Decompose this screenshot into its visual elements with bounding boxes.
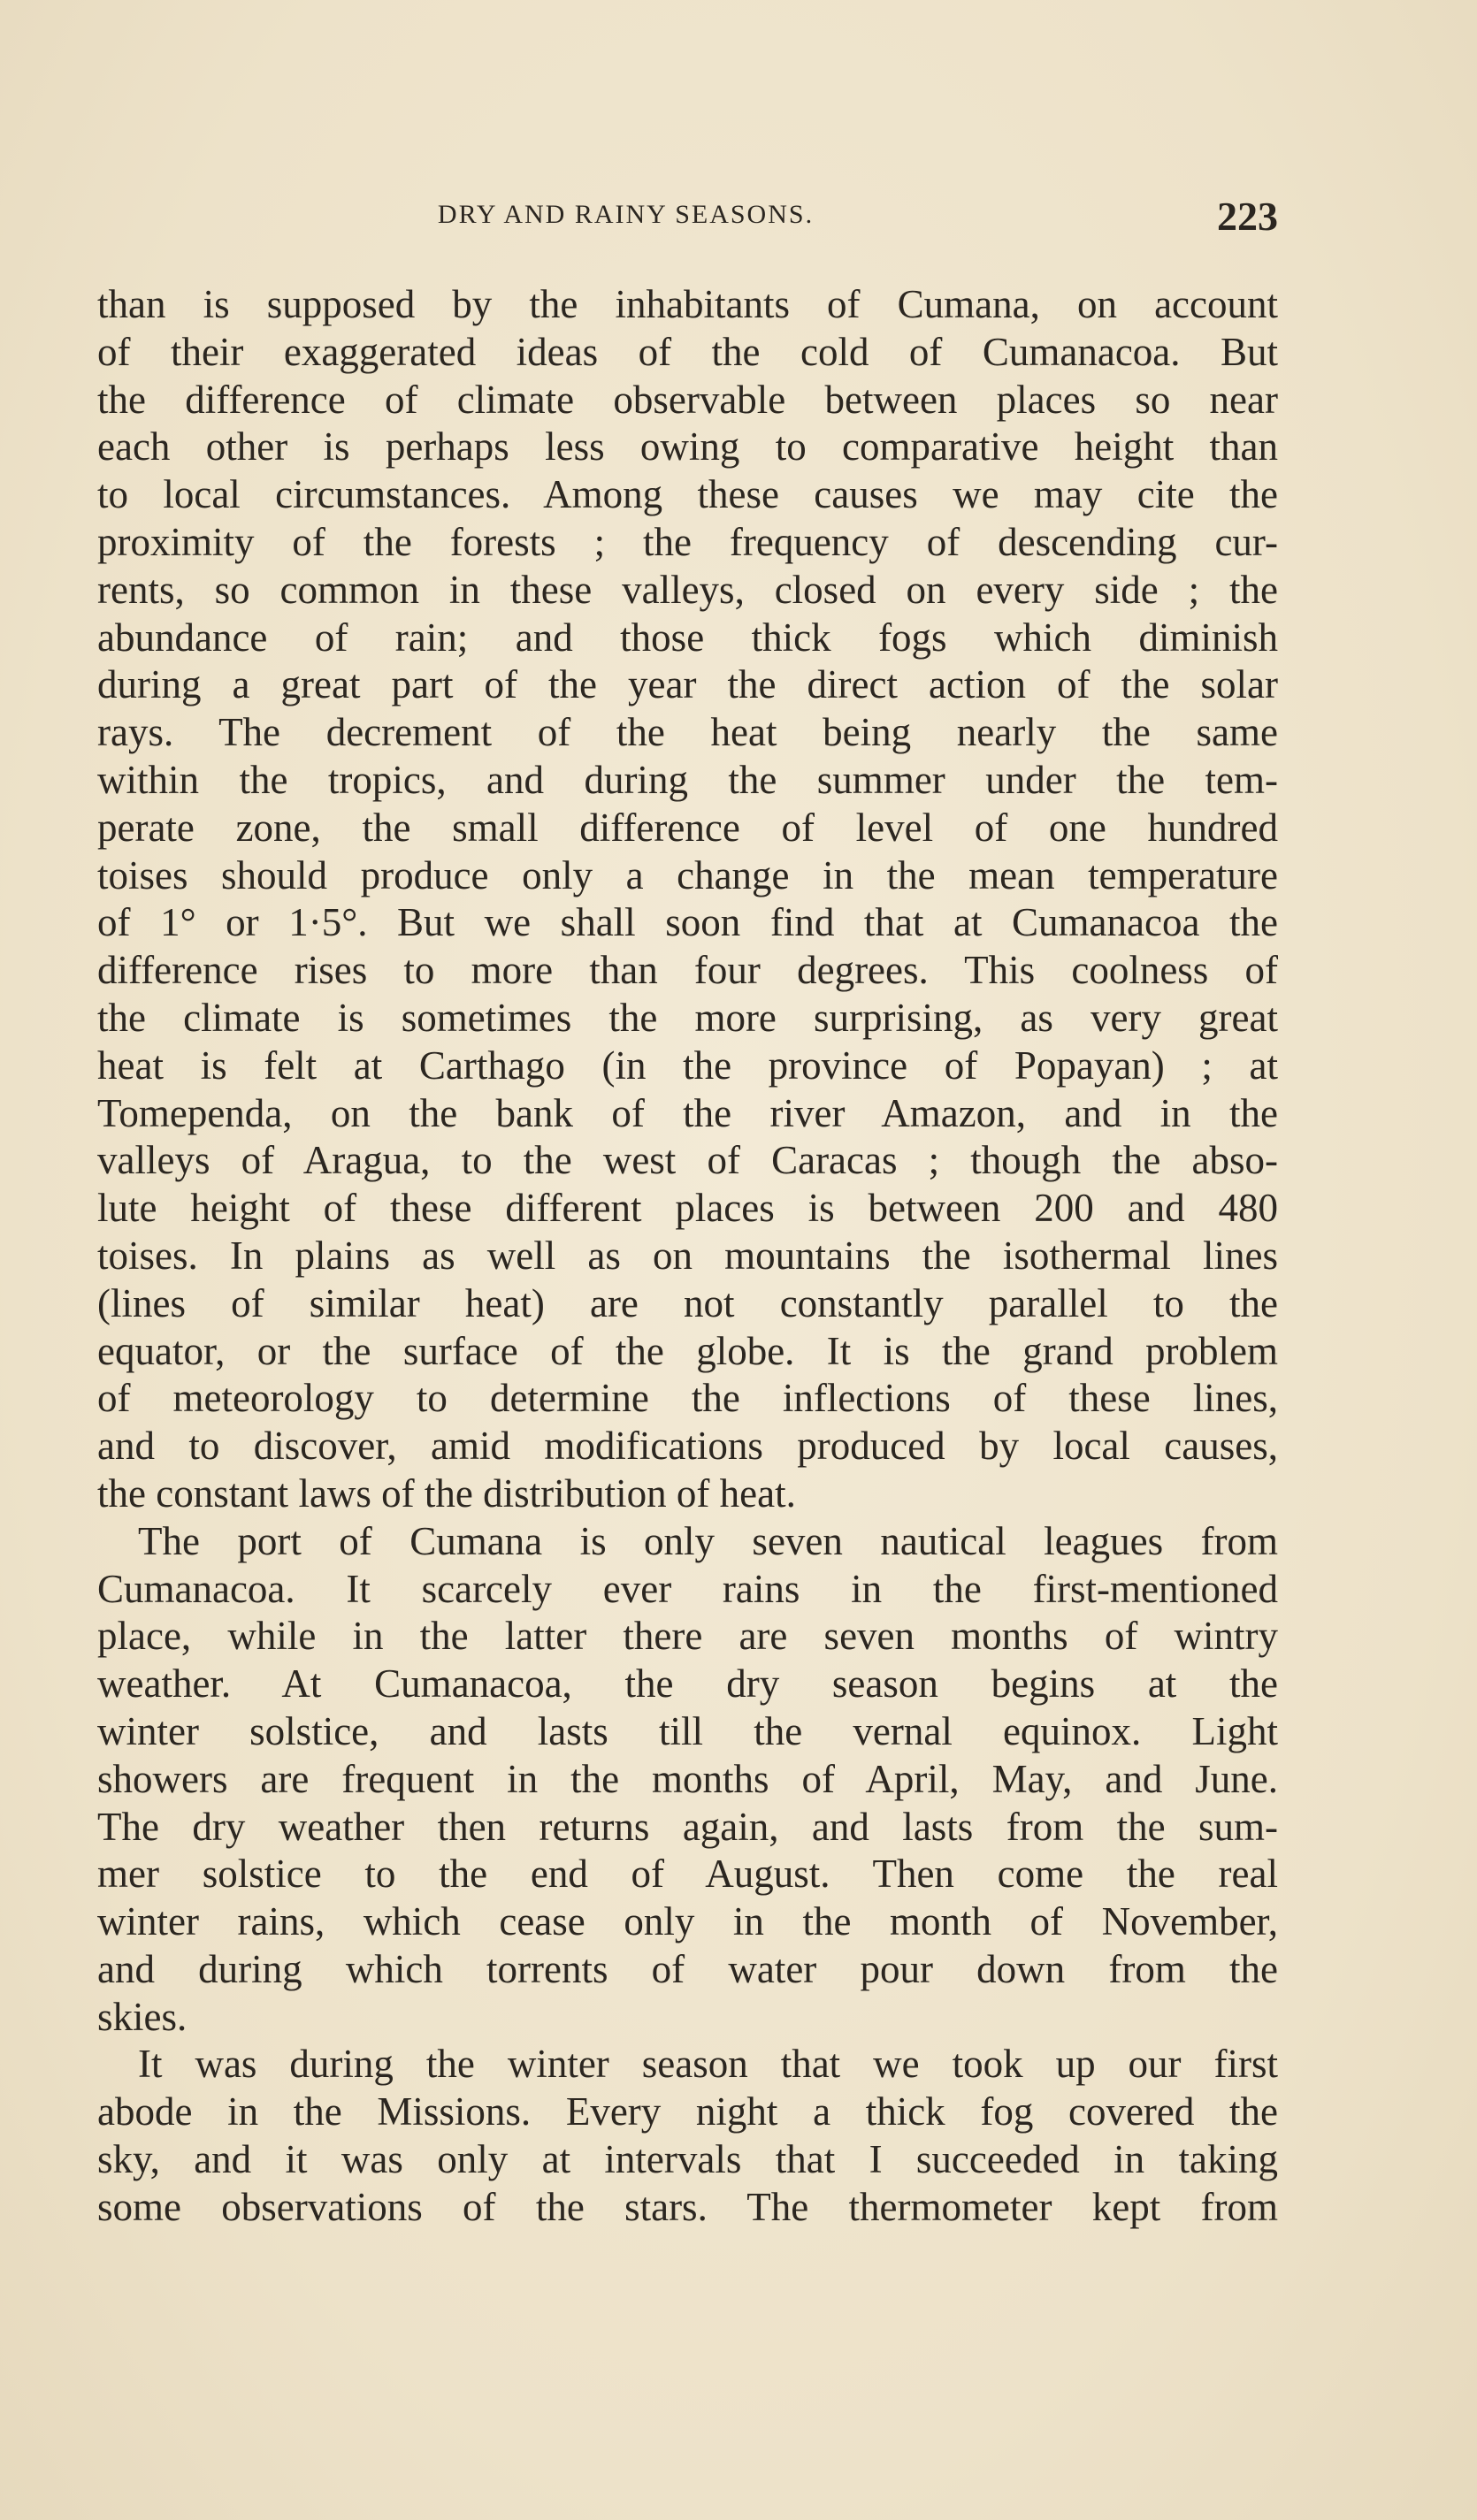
text-line: abode in the Missions. Every night a thick fog covered the — [97, 2089, 1278, 2134]
text-line: and to discover, amid modifications produced by local causes, — [97, 1424, 1278, 1469]
text-line: Cumanacoa. It scarcely ever rains in the first-mentioned — [97, 1566, 1278, 1611]
text-line: The port of Cumana is only seven nautical leagues from — [138, 1518, 1278, 1563]
running-head — [97, 193, 1278, 237]
text-line: winter rains, which cease only in the month of November, — [97, 1899, 1278, 1944]
text-line: difference rises to more than four degrees. This coolness of — [97, 948, 1278, 993]
text-line: toises should produce only a change in the mean temperature — [97, 852, 1278, 897]
text-line: rays. The decrement of the heat being nearly the same — [97, 710, 1278, 755]
text-line: rents, so common in these valleys, closed on every side ; the — [97, 567, 1278, 612]
text-line: heat is felt at Carthago (in the province of Popayan) ; at — [97, 1042, 1278, 1088]
body-text — [97, 281, 1278, 2232]
text-line: and during which torrents of water pour down from the — [97, 1946, 1278, 1991]
text-line: showers are frequent in the months of April, May, and June. — [97, 1756, 1278, 1801]
text-line: the constant laws of the distribution of heat. — [97, 1470, 796, 1516]
text-line: than is supposed by the inhabitants of Cumana, on account — [97, 282, 1278, 326]
text-line: toises. In plains as well as on mountains the isothermal lines — [97, 1233, 1278, 1278]
text-line: the difference of climate observable between places so near — [97, 377, 1278, 422]
text-line: the climate is sometimes the more surprising, as very great — [97, 995, 1278, 1040]
text-line: weather. At Cumanacoa, the dry season begins at the — [97, 1661, 1278, 1707]
text-line: abundance of rain; and those thick fogs which diminish — [97, 615, 1278, 660]
text-line: (lines of similar heat) are not constantly parallel to the — [97, 1280, 1278, 1325]
text-line: It was during the winter season that we took up our first — [138, 2042, 1278, 2087]
text-line: some observations of the stars. The thermometer kept from — [97, 2184, 1278, 2229]
text-line: winter solstice, and lasts till the vernal equinox. Light — [97, 1708, 1278, 1753]
text-line: each other is perhaps less owing to comparative height than — [97, 424, 1278, 470]
text-line: lute height of these different places is between 200 and 480 — [97, 1186, 1278, 1231]
text-line: sky, and it was only at intervals that I succeeded in taking — [97, 2137, 1278, 2182]
text-line: of their exaggerated ideas of the cold of Cumanacoa. But — [97, 329, 1278, 374]
text-line: place, while in the latter there are seven months of wintry — [97, 1614, 1278, 1659]
text-line: of meteorology to determine the inflections of these lines, — [97, 1376, 1278, 1421]
text-line: mer solstice to the end of August. Then come the real — [97, 1852, 1278, 1897]
text-line: Tomependa, on the bank of the river Amazon, and in the — [97, 1090, 1278, 1135]
text-line: skies. — [97, 1994, 187, 2039]
text-line: valleys of Aragua, to the west of Caracas ; though the abso- — [97, 1138, 1278, 1183]
text-line: of 1° or 1·5°. But we shall soon find that at Cumanacoa the — [97, 900, 1278, 945]
page-number: 223 — [1217, 194, 1278, 239]
text-line: proximity of the forests ; the frequency of descending cur- — [97, 519, 1278, 564]
text-line: to local circumstances. Among these causes we may cite the — [97, 472, 1278, 517]
text-line: The dry weather then returns again, and lasts from the sum- — [97, 1804, 1278, 1849]
text-line: equator, or the surface of the globe. It is the grand problem — [97, 1328, 1278, 1373]
text-line: within the tropics, and during the summer under the tem- — [97, 757, 1278, 802]
text-line: during a great part of the year the direct action of the solar — [97, 662, 1278, 707]
chapter-running-title: DRY AND RAINY SEASONS. — [437, 200, 815, 229]
text-line: perate zone, the small difference of level of one hundred — [97, 805, 1278, 850]
